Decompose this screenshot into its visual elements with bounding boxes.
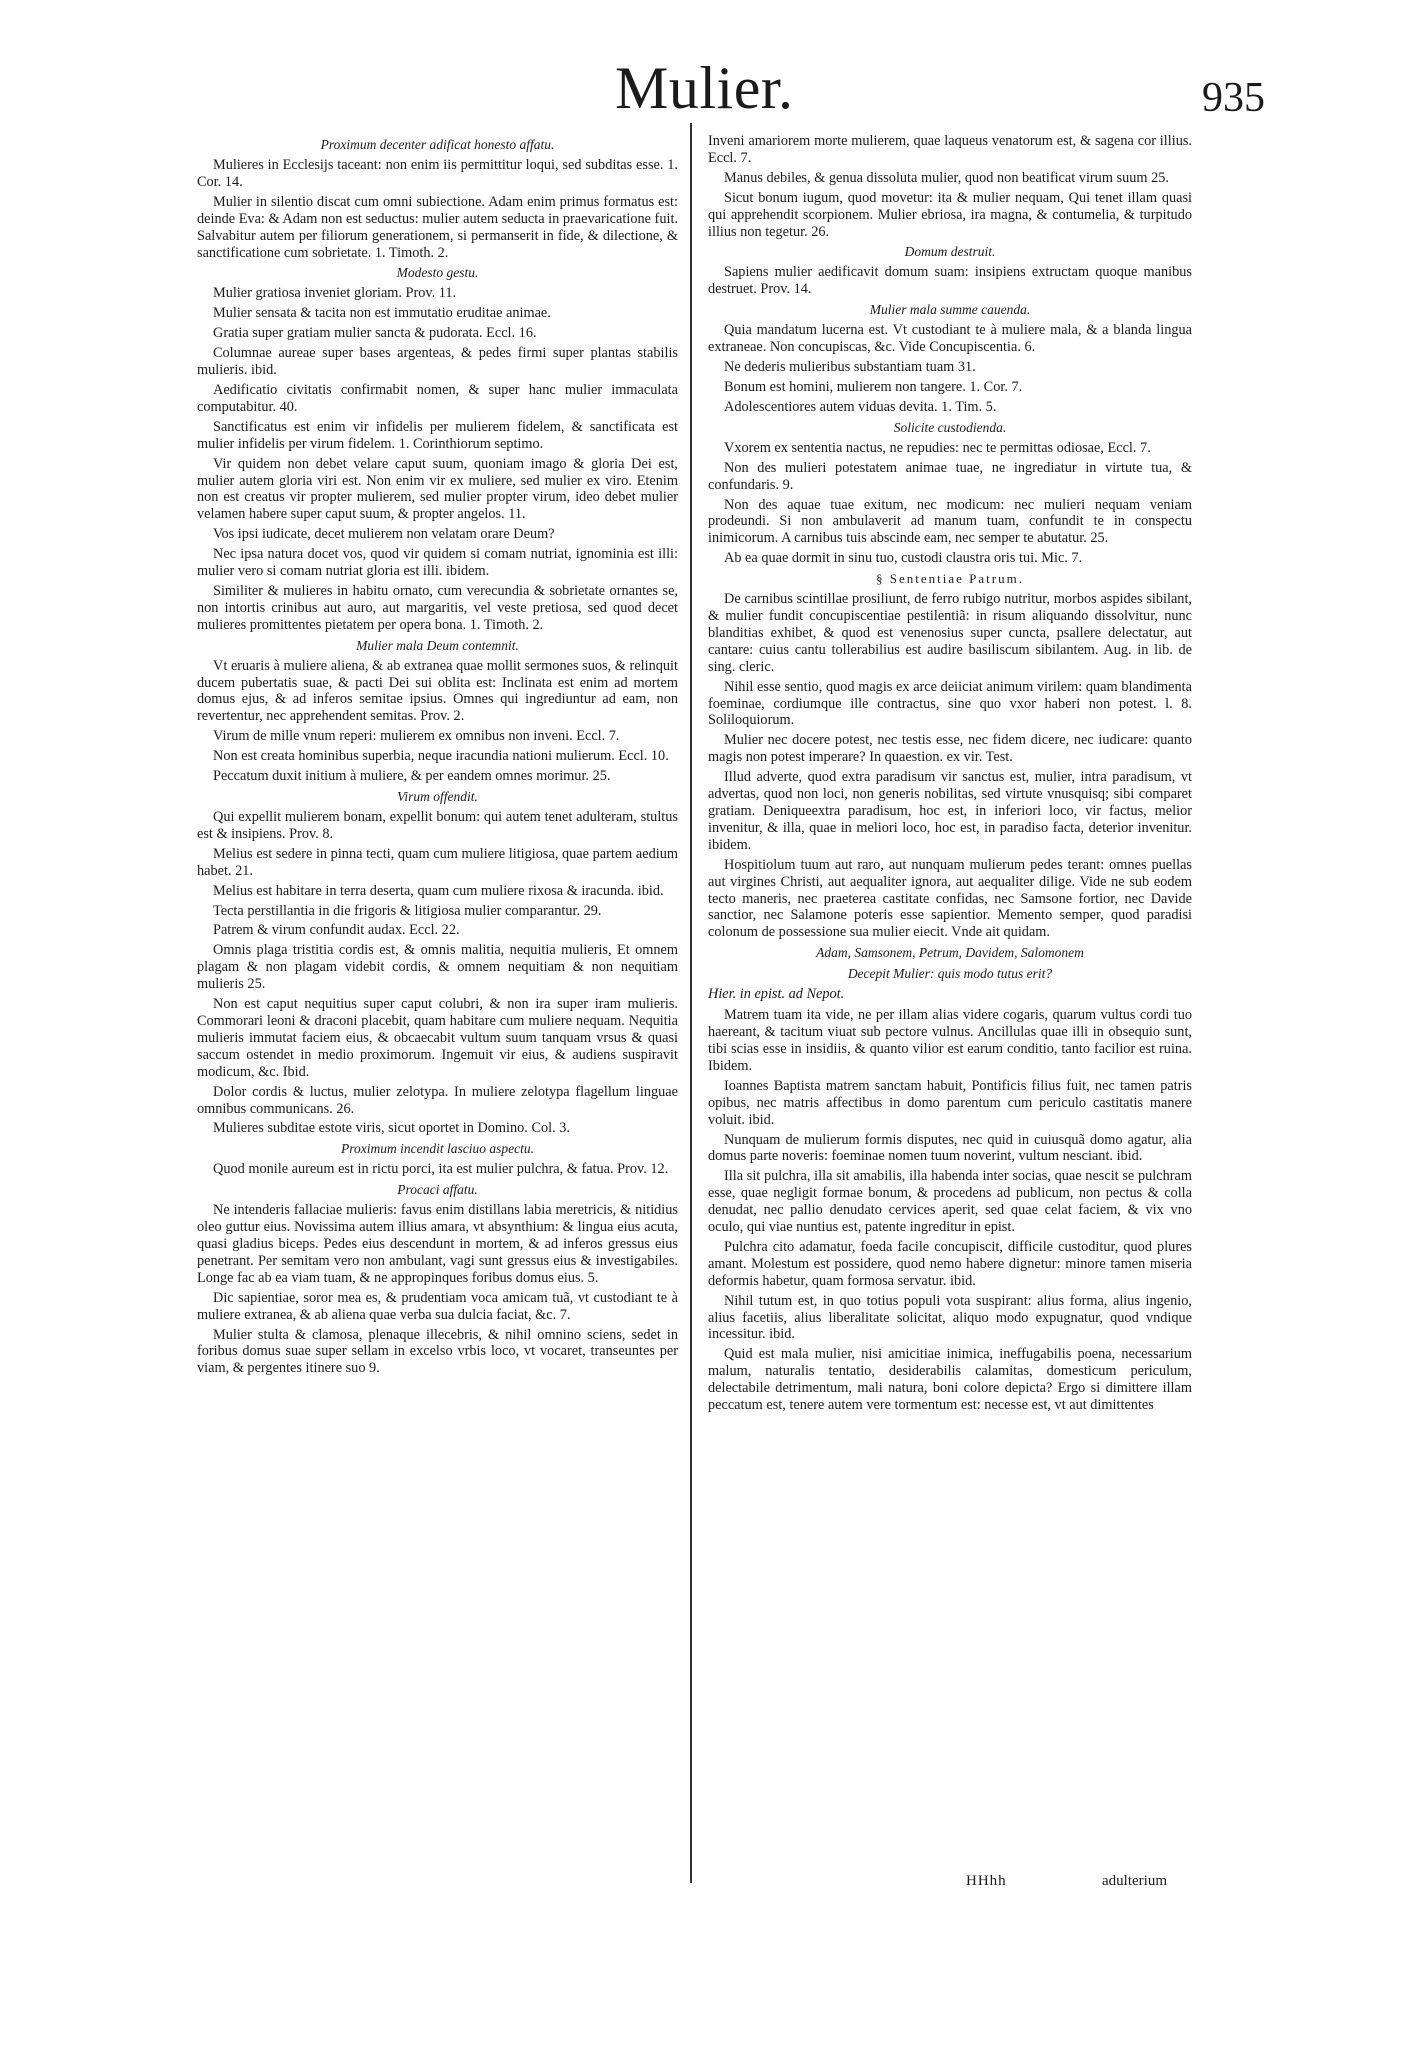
paragraph: Inveni amariorem morte mulierem, quae laqueus venatorum est, & sagena cor illius. Eccl. 7. xyxy=(708,133,1192,166)
paragraph: Melius est habitare in terra deserta, quam cum muliere rixosa & iracunda. ibid. xyxy=(213,882,664,899)
paragraph: Ne intenderis fallaciae mulieris: favus enim distillans labia meretricis, & nitidius oleo guttur eius. Novissima autem illius amara, vt absynthium: & lingua eius acuta, quasi gladius biceps. Pedes eius descendunt in mortem, & ad inferos gressus eius penetrant. Per semitam vero non ambulant, vagi sunt gressus eius & investigabiles. Longe fac ab ea viam tuam, & ne appropinques foribus domus eius. 5. xyxy=(197,1202,678,1286)
paragraph: Virum de mille vnum reperi: mulierem ex omnibus non inveni. Eccl. 7. xyxy=(213,728,620,745)
paragraph: Mulier nec docere potest, nec testis esse, nec fidem dicere, nec iudicare: quanto magis non potest imperare? In quaestion. ex vir. Test. xyxy=(708,732,1192,766)
paragraph: Ioannes Baptista matrem sanctam habuit, Pontificis filius fuit, nec tamen patris opibus, nec matris affectibus in domo parentum cum periculo castitatis manere voluit. ibid. xyxy=(708,1077,1192,1128)
paragraph: Vxorem ex sententia nactus, ne repudies: nec te permittas odiosae, Eccl. 7. xyxy=(724,439,1151,456)
column-divider xyxy=(690,123,692,1883)
page-header xyxy=(0,52,1417,132)
paragraph: Illa sit pulchra, illa sit amabilis, illa habenda inter socias, quae nescit se pulchram esse, quae negligit formae bonum, & procedens ad publicum, non pectus & colla denudat, nec pallio denudato cervices aperit, sed quae celat faciem, & vix vno oculo, qui viae nuntius est, patente ingreditur in epist. xyxy=(708,1168,1192,1236)
paragraph: Mulier gratiosa inveniet gloriam. Prov. 11. xyxy=(213,285,457,302)
paragraph: Gratia super gratiam mulier sancta & pudorata. Eccl. 16. xyxy=(213,325,537,342)
paragraph: Dolor cordis & luctus, mulier zelotypa. In muliere zelotypa flagellum linguae omnibus communicans. 26. xyxy=(197,1083,678,1117)
paragraph: Nec ipsa natura docet vos, quod vir quidem si comam nutriat, ignominia est illi: mulier vero si comam nutriat gloria est illi. ibidem. xyxy=(197,546,678,580)
section-heading: Mulier mala summe cauenda. xyxy=(869,302,1031,318)
section-heading: Adam, Samsonem, Petrum, Davidem, Salomonem xyxy=(816,945,1084,961)
paragraph: Mulieres in Ecclesijs taceant: non enim iis permittitur loqui, sed subditas esse. 1. Cor. 14. xyxy=(197,157,678,190)
catchword: adulterium xyxy=(1102,1873,1167,1889)
paragraph: Bonum est homini, mulierem non tangere. 1. Cor. 7. xyxy=(724,378,1023,395)
paragraph: Patrem & virum confundit audax. Eccl. 22. xyxy=(213,922,460,939)
paragraph: Qui expellit mulierem bonam, expellit bonum: qui autem tenet adulteram, stultus est & insipiens. Prov. 8. xyxy=(197,809,678,842)
section-heading: Procaci affatu. xyxy=(397,1182,478,1198)
paragraph: Non des aquae tuae exitum, nec modicum: nec mulieri nequam veniam prodeundi. Si non ambulaverit ad manum tuam, confundit te in conspectu inimicorum. A carnibus tuis abscinde eam, nec semper te abutatur. 25. xyxy=(708,496,1192,547)
paragraph: Vos ipsi iudicate, decet mulierem non velatam orare Deum? xyxy=(213,526,555,543)
paragraph: Matrem tuam ita vide, ne per illam alias videre cogaris, quarum vultus cordi tuo haereant, & tacitum viuat sub pectore vulnus. Ancillulas quae illi in obsequio sunt, tibi scias esse in insidiis, & quanto vilior est earum conditio, tanto facilior est ruina. Ibidem. xyxy=(708,1007,1192,1074)
paragraph: Sicut bonum iugum, quod movetur: ita & mulier nequam, Qui tenet illam quasi qui apprehendit scorpionem. Mulier ebriosa, ira magna, & contumelia, & turpitudo illius non tegetur. 26. xyxy=(708,189,1192,240)
paragraph: Nihil tutum est, in quo totius populi vota suspirant: alius forma, alius ingenio, alius facetiis, alius liberalitate solicitat, aliquo modo expugnatur, quod vndique incessitur. ibid. xyxy=(708,1292,1192,1343)
paragraph: Ne dederis mulieribus substantiam tuam 31. xyxy=(724,359,976,376)
paragraph: Non est creata hominibus superbia, neque iracundia nationi mulierum. Eccl. 10. xyxy=(213,748,669,765)
page-title: Mulier. xyxy=(615,55,794,121)
section-heading: Solicite custodienda. xyxy=(893,419,1007,435)
signature-mark: HHhh xyxy=(966,1873,1007,1889)
paragraph: Hospitiolum tuum aut raro, aut nunquam mulierum pedes terant: omnes puellas aut virgines Christi, aut aequaliter ignora, aut aequaliter dilige. Vide ne sub eodem tecto maneris, nec praeterea castitate confidas, nec Samsone fortior, nec Davide sanctior, nec Salamone poteris esse sapientior. Memento semper, quod paradisi colonum de possessione sua mulier eiecit. Vnde ait quidam. xyxy=(708,856,1192,941)
paragraph: Vir quidem non debet velare caput suum, quoniam imago & gloria Dei est, mulier autem gloria viri est. Non enim vir ex muliere, sed mulier ex viro. Etenim non est creatus vir propter mulierem, sed mulier propter virum, ideo debet mulier velamen habere super caput suum, & propter angelos. 11. xyxy=(197,455,678,523)
paragraph: Mulier in silentio discat cum omni subiectione. Adam enim primus formatus est: deinde Eva: & Adam non est seductus: mulier autem seducta in praevaricatione fuit. Salvabitur autem per filiorum generationem, si permanserit in fide, & dilectione, & sanctificatione cum sobrietate. 1. Timoth. 2. xyxy=(197,193,678,261)
paragraph: Columnae aureae super bases argenteas, & pedes firmi super plantas stabilis mulieris. ibid. xyxy=(197,345,678,379)
paragraph: Vt eruaris à muliere aliena, & ab extranea quae mollit sermones suos, & relinquit ducem pubertatis suae, & pacti Dei sui oblita est: Inclinata est enim ad mortem domus ejus, & ad inferos semitae ipsius. Omnes qui ingrediuntur ad eam, non revertentur, nec apprehendent semitas. Prov. 2. xyxy=(197,657,678,725)
paragraph: Similiter & mulieres in habitu ornato, cum verecundia & sobrietate ornantes se, non intortis crinibus aut auro, aut margaritis, vel veste pretiosa, sed quod decet mulieres promittentes pietatem per opera bona. 1. Timoth. 2. xyxy=(197,582,678,633)
section-heading: Virum offendit. xyxy=(397,789,478,804)
section-heading: Proximum incendit lasciuo aspectu. xyxy=(341,1141,534,1157)
paragraph: Mulieres subditae estote viris, sicut oportet in Domino. Col. 3. xyxy=(213,1120,570,1137)
paragraph: Peccatum duxit initium à muliere, & per eandem omnes morimur. 25. xyxy=(213,768,611,785)
paragraph: Nunquam de mulierum formis disputes, nec quid in cuiusquã domo agatur, alia domus parte noveris: foeminae nomen tuum noverint, vultum nesciant. ibid. xyxy=(708,1131,1192,1165)
page-number: 935 xyxy=(1202,75,1265,121)
paragraph: Adolescentiores autem viduas devita. 1. Tim. 5. xyxy=(724,398,997,415)
paragraph: Pulchra cito adamatur, foeda facile concupiscit, difficile custoditur, quod plures amant. Molestum est possidere, quod nemo habere dignetur: minore tamen miseria deformis habetur, quam formosa servatur. ibid. xyxy=(708,1238,1192,1289)
paragraph: Non est caput nequitius super caput colubri, & non ira super iram mulieris. Commorari leoni & draconi placebit, quam habitare cum muliere nequam. Nequitia mulieris immutat faciem eius, & obcaecabit vultum suum tanquam vrsus & quasi saccum ostendet in medio proximorum. Ingemuit vir eius, & audiens suspiravit modicum, &c. Ibid. xyxy=(197,996,678,1080)
paragraph: Nihil esse sentio, quod magis ex arce deiiciat animum virilem: quam blandimenta foeminae, cordiumque ille contractus, sine quo vxor haberi non potest. l. 8. Soliloquiorum. xyxy=(708,678,1192,729)
paragraph: Ab ea quae dormit in sinu tuo, custodi claustra oris tui. Mic. 7. xyxy=(724,550,1083,567)
paragraph: Tecta perstillantia in die frigoris & litigiosa mulier comparantur. 29. xyxy=(213,902,602,919)
paragraph: Quod monile aureum est in rictu porci, ita est mulier pulchra, & fatua. Prov. 12. xyxy=(213,1161,669,1178)
section-heading: Decepit Mulier: quis modo tutus erit? xyxy=(847,966,1053,982)
citation: Hier. in epist. ad Nepot. xyxy=(708,986,845,1003)
paragraph: Mulier stulta & clamosa, plenaque illecebris, & nihil omnino sciens, sedet in foribus domus suae super sellam in excelso vrbis loco, vt vocaret, transeuntes per viam, & pergentes itinere suo 9. xyxy=(197,1326,678,1377)
section-heading: Mulier mala Deum contemnit. xyxy=(356,637,519,653)
section-heading: Modesto gestu. xyxy=(396,265,479,281)
right-column xyxy=(708,133,1192,1417)
paragraph: Sapiens mulier aedificavit domum suam: insipiens extructam quoque manibus destruet. Prov. 14. xyxy=(708,264,1192,298)
paragraph: Sanctificatus est enim vir infidelis per mulierem fidelem, & sanctificata est mulier infidelis per virum fidelem. 1. Corinthiorum septimo. xyxy=(197,418,678,452)
paragraph: Aedificatio civitatis confirmabit nomen, & super hanc mulier immaculata computabitur. 40. xyxy=(197,381,678,415)
section-heading: § Sententiae Patrum. xyxy=(876,571,1024,587)
paragraph: Dic sapientiae, soror mea es, & prudentiam voca amicam tuã, vt custodiant te à muliere extranea, & ab aliena quae verba sua dulcia faciat, &c. 7. xyxy=(197,1289,678,1323)
paragraph: Illud adverte, quod extra paradisum vir sanctus est, mulier, intra paradisum, vt advertas, quod non loci, non generis nobilitas, sed virtute vnusquisq; sibi comparet gratiam. Deniqueextra paradisum, hoc est, in inferiori loco, vir factus, melior invenitur, & illa, quae in meliori loco, hoc est, in paradiso facta, deterior invenitur. ibidem. xyxy=(708,769,1192,853)
paragraph: Mulier sensata & tacita non est immutatio eruditae animae. xyxy=(213,305,551,322)
paragraph: Melius est sedere in pinna tecti, quam cum muliere litigiosa, quae partem aedium habet. 21. xyxy=(197,845,678,879)
section-heading: Domum destruit. xyxy=(904,244,996,260)
paragraph: Quid est mala mulier, nisi amicitiae inimica, ineffugabilis poena, necessarium malum, naturalis tentatio, desiderabilis calamitas, domesticum periculum, delectabile detrimentum, mali natura, boni colore depicta? Ergo si dimittere illam peccatum est, tenere autem vere tormentum est: necesse est, vt aut dimittentes xyxy=(708,1346,1192,1414)
paragraph: De carnibus scintillae prosiliunt, de ferro rubigo nutritur, morbos aspides sibilant, & mulier fundit concupiscentiae pestilentiã: in risum aliquando dissolvitur, nunc blanditias exhibet, & quod est venenosius super cuncta, psallere delectatur, aut cantare: cuius cantu tollerabilius est audire basiliscum sibilantem. Aug. in lib. de sing. cleric. xyxy=(708,591,1192,675)
paragraph: Non des mulieri potestatem animae tuae, ne ingrediatur in virtute tua, & confundaris. 9. xyxy=(708,459,1192,493)
left-column xyxy=(197,133,678,1380)
section-heading: Proximum decenter adificat honesto affatu. xyxy=(320,137,555,152)
paragraph: Omnis plaga tristitia cordis est, & omnis malitia, nequitia mulieris, Et omnem plagam & non plagam videbit cordis, & omnem nequitiam & non nequitiam mulieris 25. xyxy=(197,942,678,993)
paragraph: Quia mandatum lucerna est. Vt custodiant te à muliere mala, & a blanda lingua extraneae. Non concupiscas, &c. Vide Concupiscentia. 6. xyxy=(708,322,1192,356)
paragraph: Manus debiles, & genua dissoluta mulier, quod non beatificat virum suum 25. xyxy=(724,169,1169,186)
